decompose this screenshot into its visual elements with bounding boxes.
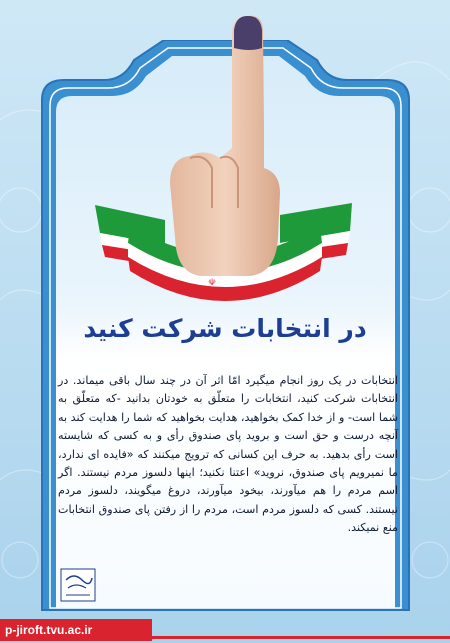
hand-finger-illustration <box>160 8 290 278</box>
svg-text:☫: ☫ <box>208 278 217 288</box>
website-footer[interactable]: p-jiroft.tvu.ac.ir <box>0 619 152 641</box>
poster-title: در انتخابات شرکت کنید <box>83 314 367 343</box>
poster-body-text: انتخابات در یک روز انجام میگیرد امّا اثر آن در چند سال باقی میماند. در انتخابات شرکت کنید، انتخابات را متعلّق به خودتان بدانید -که متعلّق به شما است- و از خدا کمک بخواهید، هدایت بخواهید که شما را هدایت کند به آنچه درست و حق است و بروید پای صندوق رأی و به کسی که شایسته است رأی بدهید. به حرف این کسانی که ترویج میکنند که «فایده ای ندارد، ما نمیرویم پای صندوق، نروید» اعتنا نکنید؛ اینها دلسوز مردم نیستند. اگر اسم مردم را هم میآورند، بیخود میآورند، دروغ میگویند، دلسوز مردم نیستند. کسی که دلسوز مردم است، مردم را از رفتن پای صندوق انتخابات منع نمیکند. <box>58 374 398 535</box>
footer-bar <box>152 636 450 639</box>
tvu-logo-icon <box>60 568 96 602</box>
